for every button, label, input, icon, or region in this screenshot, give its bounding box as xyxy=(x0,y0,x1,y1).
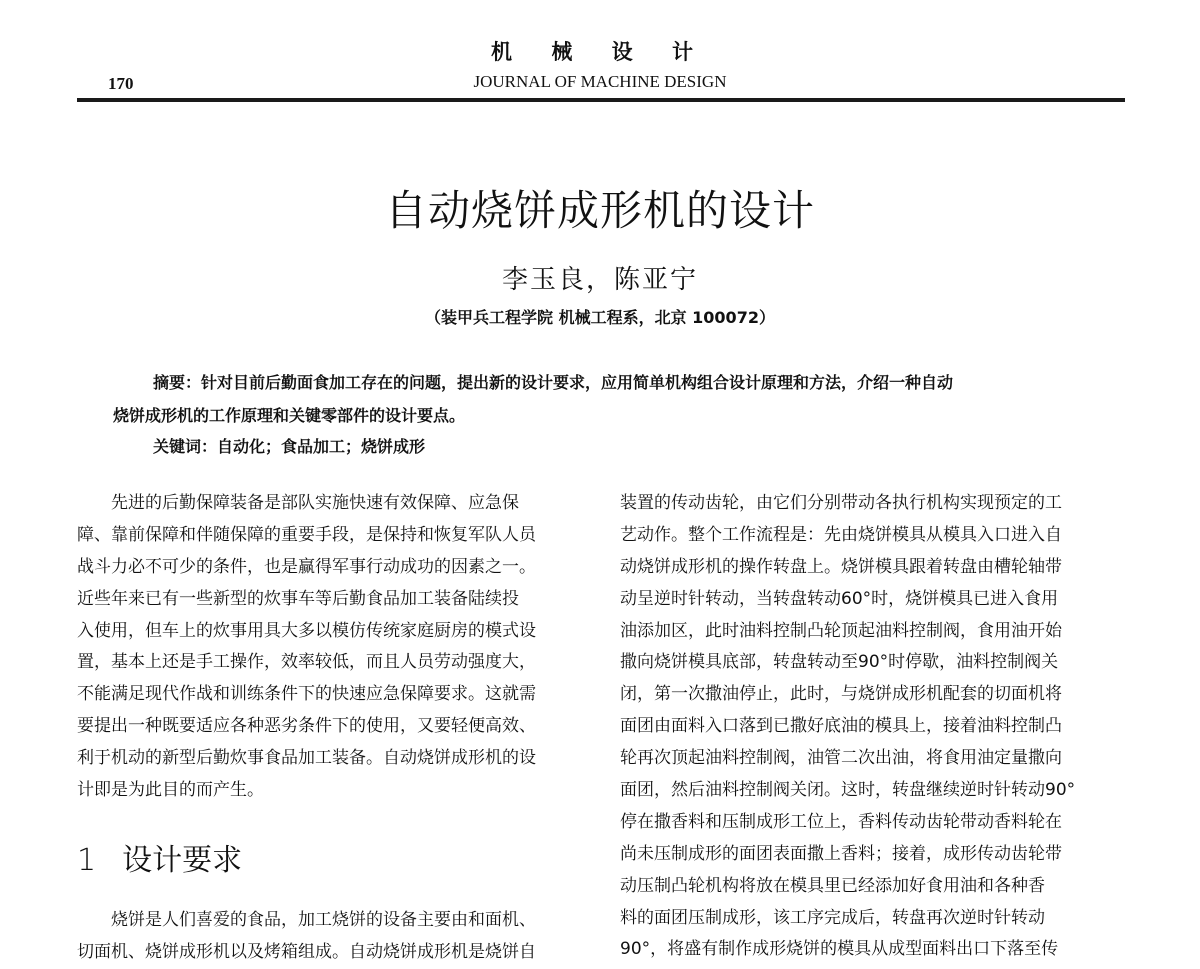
section-number: 1 xyxy=(77,843,97,878)
header-rule xyxy=(77,98,1125,102)
abstract-line-2: 烧饼成形机的工作原理和关键零部件的设计要点。 xyxy=(113,406,466,425)
journal-title-cn: 机 械 设 计 xyxy=(491,40,709,64)
abstract-line-1 xyxy=(113,366,1103,399)
abstract-text-1: 针对目前后勤面食加工存在的问题，提出新的设计要求，应用简单机构组合设计原理和方法，介绍一种自动 xyxy=(201,373,954,392)
body-line: 不能满足现代作战和训练条件下的快速应急保障要求。这就需 xyxy=(77,684,536,705)
body-line: 近些年来已有一些新型的炊事车等后勤食品加工装备陆续投 xyxy=(77,588,519,609)
body-line: 战斗力必不可少的条件，也是赢得军事行动成功的因素之一。 xyxy=(77,556,536,577)
body-line: 置，基本上还是手工操作，效率较低，而且人员劳动强度大， xyxy=(77,652,536,673)
body-line: 利于机动的新型后勤炊事食品加工装备。自动烧饼成形机的设 xyxy=(77,748,536,769)
body-line: 闭，第一次撒油停止，此时，与烧饼成形机配套的切面机将 xyxy=(620,684,1062,705)
body-line: 动烧饼成形机的操作转盘上。烧饼模具跟着转盘由槽轮轴带 xyxy=(620,556,1062,577)
body-line: 先进的后勤保障装备是部队实施快速有效保障、应急保 xyxy=(111,493,519,513)
body-line: 艺动作。整个工作流程是：先由烧饼模具从模具入口进入自 xyxy=(620,524,1062,545)
body-line: 油添加区，此时油料控制凸轮顶起油料控制阀，食用油开始 xyxy=(620,620,1062,641)
section-heading xyxy=(77,835,242,879)
article-title: 自动烧饼成形机的设计 xyxy=(384,186,815,235)
article-authors: 李玉良，陈亚宁 xyxy=(501,265,698,295)
body-line: 装置的传动齿轮，由它们分别带动各执行机构实现预定的工 xyxy=(620,493,1062,513)
article-affiliation: （装甲兵工程学院 机械工程系，北京 100072） xyxy=(425,308,775,327)
body-line: 要提出一种既要适应各种恶劣条件下的使用，又要轻便高效、 xyxy=(77,716,536,737)
keywords-text: 自动化；食品加工；烧饼成形 xyxy=(217,437,426,456)
body-line: 轮再次顶起油料控制阀，油管二次出油，将食用油定量撒向 xyxy=(620,748,1062,769)
body-line: 面团由面料入口落到已撒好底油的模具上，接着油料控制凸 xyxy=(620,716,1062,737)
body-line: 障、靠前保障和伴随保障的重要手段，是保持和恢复军队人员 xyxy=(77,524,536,545)
abstract-label: 摘要： xyxy=(153,373,202,392)
abstract xyxy=(113,366,1103,432)
body-line: 切面机、烧饼成形机以及烤箱组成。自动烧饼成形机是烧饼自 xyxy=(77,941,536,962)
left-column xyxy=(77,488,577,807)
body-line: 面团，然后油料控制阀关闭。这时，转盘继续逆时针转动90° xyxy=(620,780,1076,801)
keywords-label: 关键词： xyxy=(153,437,218,456)
keywords xyxy=(153,430,425,463)
journal-title-en: JOURNAL OF MACHINE DESIGN xyxy=(473,72,727,91)
section-title: 设计要求 xyxy=(122,843,243,878)
body-line: 停在撒香料和压制成形工位上，香料传动齿轮带动香料轮在 xyxy=(620,811,1062,832)
body-line: 撒向烧饼模具底部，转盘转动至90°时停歇，油料控制阀关 xyxy=(620,652,1059,673)
body-line: 烧饼是人们喜爱的食品，加工烧饼的设备主要由和面机、 xyxy=(111,910,536,930)
body-line: 入使用，但车上的炊事用具大多以模仿传统家庭厨房的模式设 xyxy=(77,620,536,641)
body-line: 料的面团压制成形，该工序完成后，转盘再次逆时针转动 xyxy=(620,907,1045,928)
page-number: 170 xyxy=(108,74,134,93)
body-line: 动压制凸轮机构将放在模具里已经添加好食用油和各种香 xyxy=(620,875,1045,896)
right-column xyxy=(620,488,1125,966)
body-line: 90°，将盛有制作成形烧饼的模具从成型面料出口下落至传 xyxy=(620,939,1059,960)
section-1-paragraph xyxy=(77,905,577,969)
body-line: 计即是为此目的而产生。 xyxy=(77,780,264,801)
body-line: 尚未压制成形的面团表面撒上香料；接着，成形传动齿轮带 xyxy=(620,843,1062,864)
body-line: 动呈逆时针转动，当转盘转动60°时，烧饼模具已进入食用 xyxy=(620,588,1059,609)
